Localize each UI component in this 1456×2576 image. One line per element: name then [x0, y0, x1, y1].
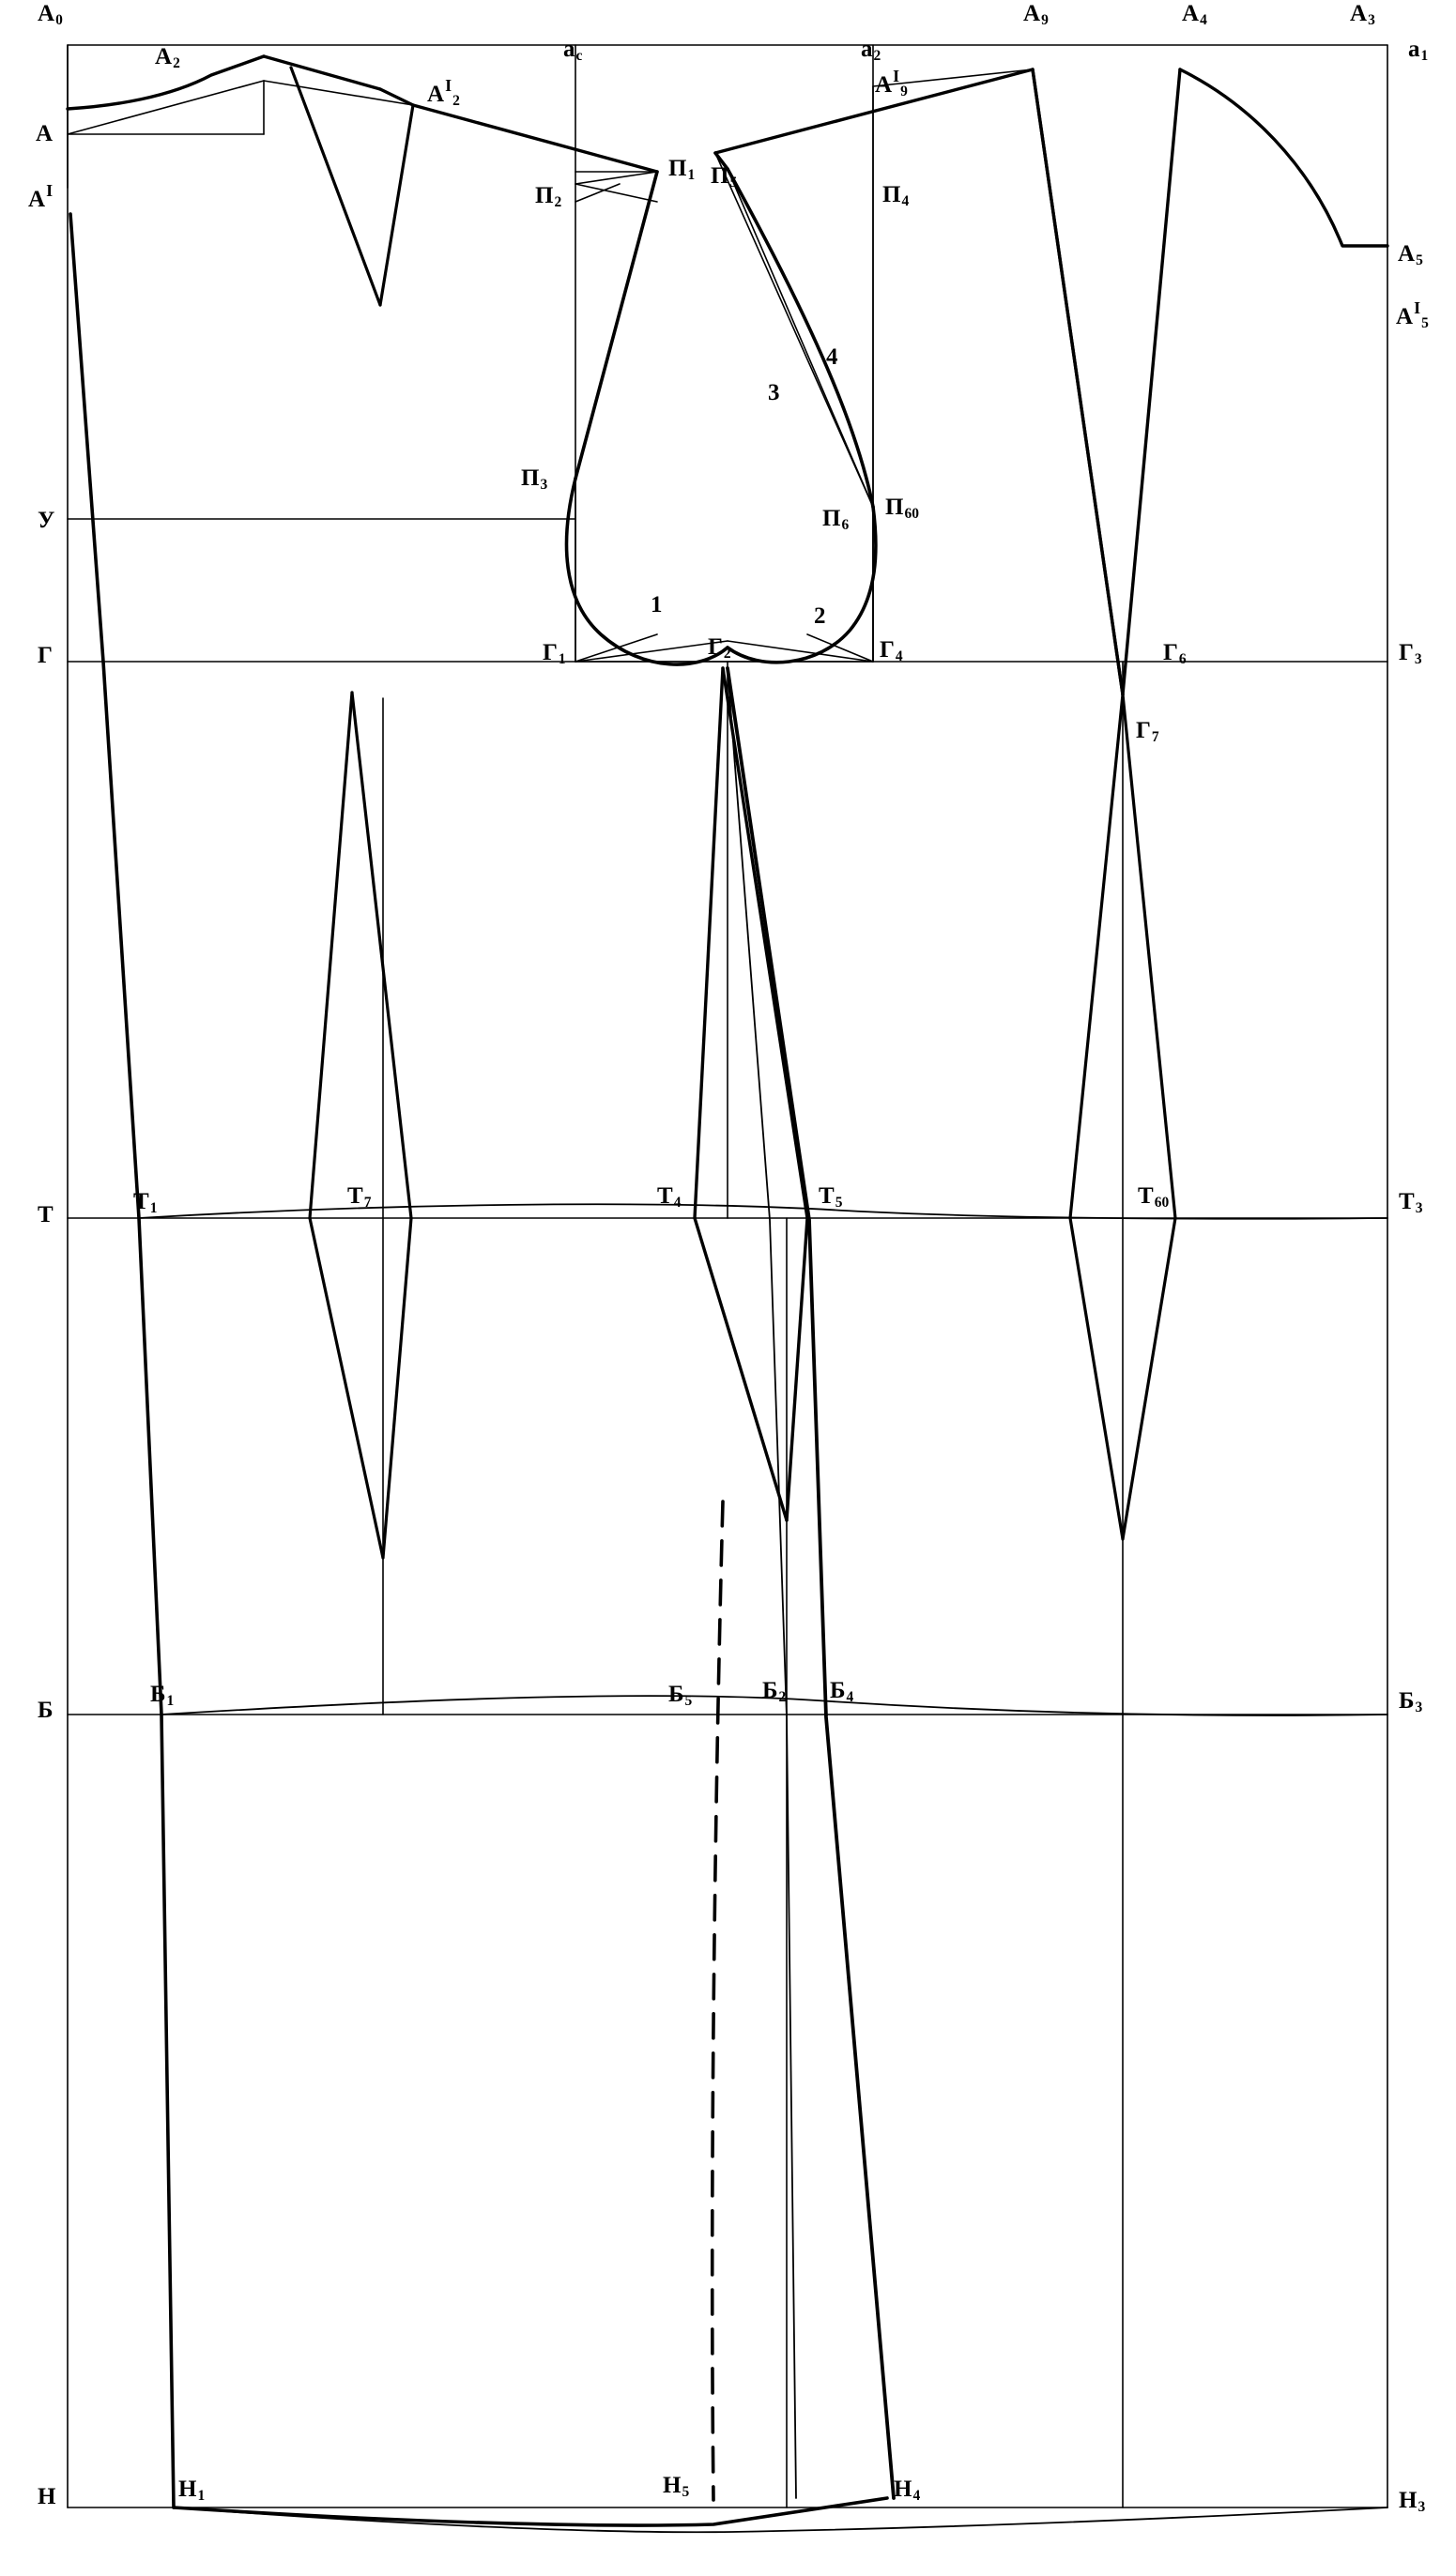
- point-label-sub-B1: 1: [166, 1693, 175, 1710]
- back-shoulder-dart: [291, 68, 413, 305]
- point-label-A2p: $A^I_2$: [427, 75, 460, 110]
- point-label-sub-B5: 5: [684, 1693, 693, 1710]
- point-label-num4: 4: [826, 344, 838, 370]
- point-label-sub-B2: 2: [778, 1689, 787, 1706]
- point-label-sup-A9p: I: [893, 66, 900, 85]
- point-label-N5: $Н_5$: [663, 2473, 690, 2501]
- point-label-G3: $Г_3$: [1399, 640, 1422, 668]
- point-label-T5: $Т_5$: [819, 1183, 843, 1212]
- point-label-T60: $Т_{60}$: [1138, 1183, 1170, 1212]
- point-label-sub-A2: 2: [173, 55, 180, 72]
- point-label-N: Н: [38, 2484, 56, 2509]
- point-label-B4: $Б_4$: [830, 1678, 854, 1706]
- point-label-sub-A9p: 9: [900, 84, 908, 100]
- point-label-sub-T1: 1: [149, 1200, 158, 1217]
- point-label-sub-T4: 4: [673, 1195, 682, 1212]
- point-label-T4: $Т_4$: [657, 1183, 682, 1212]
- point-label-G1: $Г_1$: [543, 640, 566, 668]
- side-seam-main: [728, 668, 894, 2498]
- point-label-sub-T60: 60: [1154, 1195, 1170, 1212]
- point-label-B: Б: [38, 1698, 54, 1723]
- point-label-ac: $a_c$: [563, 37, 583, 65]
- point-label-U: У: [38, 508, 55, 533]
- point-label-B2: $Б_2$: [762, 1678, 787, 1706]
- construction-lines: [68, 45, 1387, 2507]
- point-label-sub-G6: 6: [1178, 651, 1187, 668]
- point-label-P3: $П_3$: [521, 465, 548, 494]
- point-label-T3: $Т_3$: [1399, 1189, 1423, 1217]
- point-label-P4: $П_4$: [882, 182, 910, 210]
- point-label-G4: $Г_4$: [880, 637, 903, 665]
- point-label-A5p: $A^I_5$: [1396, 297, 1429, 332]
- point-label-sup-A5p: I: [1414, 297, 1421, 317]
- point-label-N3: $Н_3$: [1399, 2488, 1426, 2516]
- point-label-sub-T3: 3: [1415, 1200, 1423, 1217]
- back-bodice-outline: [68, 56, 657, 172]
- point-label-sub-a2: 2: [873, 48, 881, 65]
- point-label-sub-a1: 1: [1420, 48, 1429, 65]
- point-label-sub-B4: 4: [846, 1689, 854, 1706]
- point-label-A2: $A_2$: [155, 44, 180, 72]
- point-label-sup-Ap: I: [46, 180, 54, 200]
- point-label-sub-P1: 1: [687, 167, 696, 184]
- point-label-sub-B3: 3: [1415, 1700, 1423, 1716]
- point-label-T: Т: [38, 1202, 54, 1227]
- point-label-sub-A5: 5: [1416, 252, 1423, 269]
- point-label-sup-A2p: I: [445, 75, 452, 95]
- point-label-G6: $Г_6$: [1163, 640, 1187, 668]
- point-label-sub-G7: 7: [1151, 729, 1159, 746]
- point-label-sub-A3: 3: [1368, 12, 1375, 29]
- point-label-A4: $A_4$: [1182, 1, 1207, 29]
- point-label-num1: 1: [651, 592, 663, 617]
- point-label-T1: $Т_1$: [133, 1189, 158, 1217]
- point-label-sub-G1: 1: [558, 651, 566, 668]
- point-label-sub-P6: 6: [841, 517, 850, 534]
- point-label-sub-ac: c: [575, 48, 583, 65]
- point-label-G7: $Г_7$: [1136, 718, 1159, 746]
- back-side-contour: [70, 214, 174, 2507]
- point-label-sub-N1: 1: [197, 2488, 206, 2505]
- point-label-sub-N5: 5: [682, 2484, 690, 2501]
- point-label-P2: $П_2$: [535, 183, 562, 211]
- point-label-A9p: $A^I_9$: [875, 66, 908, 100]
- point-label-a1: $a_1$: [1408, 37, 1429, 65]
- front-shoulder-line: [715, 66, 1033, 153]
- point-label-B3: $Б_3$: [1399, 1688, 1423, 1716]
- point-label-B5: $Б_5$: [668, 1682, 693, 1710]
- point-label-sub-A9: 9: [1041, 12, 1049, 29]
- point-label-sub-A5p: 5: [1421, 315, 1429, 332]
- point-label-sub-P2: 2: [554, 194, 562, 211]
- point-label-sub-A0: 0: [55, 12, 63, 29]
- dashed-center-line: [713, 1501, 723, 2500]
- point-label-sub-G2: 2: [723, 646, 731, 663]
- point-label-sub-G4: 4: [895, 648, 903, 665]
- point-label-A5: $A_5$: [1398, 241, 1423, 269]
- point-label-P60: $П_{60}$: [885, 495, 919, 523]
- point-label-P5: $П_5$: [711, 163, 738, 191]
- point-label-sub-A4: 4: [1200, 12, 1207, 29]
- point-label-sub-P60: 60: [904, 506, 919, 523]
- point-label-sub-P3: 3: [540, 477, 548, 494]
- point-label-num2: 2: [814, 603, 826, 629]
- point-label-P6: $П_6$: [822, 506, 850, 534]
- front-panel-seam: [1033, 69, 1123, 694]
- point-label-sub-G3: 3: [1414, 651, 1422, 668]
- point-label-P1: $П_1$: [668, 156, 696, 184]
- point-label-A0: $A_0$: [38, 1, 63, 29]
- point-label-a2: $a_2$: [861, 37, 881, 65]
- point-label-sub-A2p: 2: [452, 93, 460, 110]
- back-waist-dart: [310, 693, 411, 1558]
- point-label-sub-N4: 4: [912, 2488, 921, 2505]
- point-label-N4: $Н_4$: [894, 2477, 921, 2505]
- front-neckline: [1180, 69, 1387, 246]
- side-seam-thin: [728, 668, 796, 2498]
- point-label-G2: $Г_2$: [708, 634, 731, 663]
- point-label-A9: $A_9$: [1023, 1, 1049, 29]
- point-label-Ap: $A^I$: [28, 180, 54, 212]
- shaping-curves: [139, 1204, 1387, 2532]
- point-label-A3: $A_3$: [1350, 1, 1375, 29]
- point-label-B1: $Б_1$: [150, 1682, 175, 1710]
- point-label-num3: 3: [768, 380, 780, 405]
- point-label-sub-P5: 5: [729, 175, 738, 191]
- point-label-sub-T5: 5: [835, 1195, 843, 1212]
- point-label-N1: $Н_1$: [178, 2477, 206, 2505]
- point-label-G: Г: [38, 643, 53, 668]
- hem-line: [174, 2498, 887, 2525]
- point-label-A: A: [36, 121, 54, 146]
- point-label-sub-N3: 3: [1418, 2499, 1426, 2516]
- point-label-sub-T7: 7: [363, 1195, 372, 1212]
- front-shoulder-contour: [1033, 69, 1180, 694]
- point-label-T7: $Т_7$: [347, 1183, 372, 1212]
- point-label-sub-P4: 4: [901, 193, 910, 210]
